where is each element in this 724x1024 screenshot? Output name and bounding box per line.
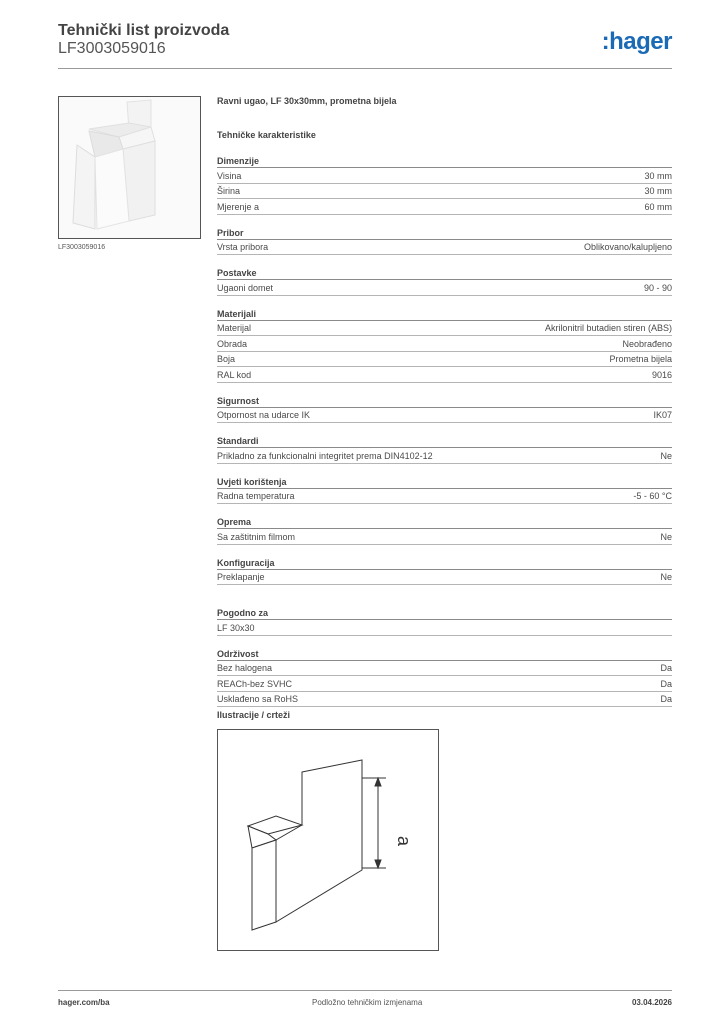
spec-group (217, 308, 672, 383)
spec-label: LF 30x30 (217, 622, 255, 633)
spec-group (217, 557, 672, 586)
logo-text: hager (609, 28, 672, 55)
spec-value: Da (660, 663, 672, 673)
spec-row (217, 184, 672, 200)
spec-value: Neobrađeno (622, 338, 672, 349)
spec-value: Ne (660, 450, 672, 461)
spec-group (217, 607, 672, 636)
spec-value: Da (660, 678, 672, 689)
spec-group-title: Postavke (217, 267, 672, 280)
spec-row (217, 321, 672, 337)
spec-group-title: Standardi (217, 435, 672, 448)
spec-value: -5 - 60 °C (633, 491, 672, 501)
spec-group (217, 267, 672, 296)
spec-label: REACh-bez SVHC (217, 678, 293, 689)
spec-row (217, 448, 672, 464)
header-divider (58, 68, 672, 69)
spec-row (217, 408, 672, 424)
spec-group (217, 227, 672, 256)
spec-value: 9016 (651, 369, 672, 380)
spec-label: Obrada (217, 338, 248, 349)
spec-group-title: Konfiguracija (217, 557, 672, 570)
document-header (58, 20, 672, 70)
spec-label: Vrsta pribora (217, 242, 269, 252)
spec-value: 60 mm (644, 201, 672, 212)
spec-group-title: Uvjeti korištenja (217, 476, 672, 489)
spec-group-title: Sigurnost (217, 395, 672, 408)
technical-drawing (217, 729, 439, 951)
spec-value: 90 - 90 (643, 282, 672, 293)
spec-row (217, 661, 672, 677)
product-image (58, 96, 201, 239)
logo-prefix: : (601, 28, 610, 55)
spec-row (217, 336, 672, 352)
spec-row (217, 280, 672, 296)
spec-value: Oblikovano/kalupljeno (583, 242, 672, 252)
spec-value: Ne (660, 531, 672, 542)
spec-group (217, 395, 672, 424)
spec-value: Akrilonitril butadien stiren (ABS) (544, 323, 672, 333)
spec-row (217, 692, 672, 708)
spec-label: Ugaoni domet (217, 282, 274, 293)
spec-row (217, 676, 672, 692)
spec-row (217, 529, 672, 545)
spec-row (217, 352, 672, 368)
spec-group (217, 155, 672, 215)
spec-label: Bez halogena (217, 663, 273, 673)
spec-value: Da (660, 694, 672, 704)
spec-label: Preklapanje (217, 572, 265, 582)
spec-label: Mjerenje a (217, 201, 260, 212)
product-photo-illustration (59, 97, 200, 238)
specification-section (217, 96, 672, 707)
spec-value: 30 mm (644, 170, 672, 181)
spec-label: Radna temperatura (217, 491, 295, 501)
footer-notice: Podložno tehničkim izmjenama (312, 998, 423, 1007)
spec-row (217, 168, 672, 184)
spec-label: Boja (217, 354, 236, 364)
spec-row (217, 240, 672, 256)
footer-website[interactable]: hager.com/ba (58, 998, 110, 1007)
spec-row (217, 620, 672, 636)
footer-divider (58, 990, 672, 991)
spec-group-title: Dimenzije (217, 155, 672, 168)
spec-label: Sa zaštitnim filmom (217, 531, 296, 542)
spec-row (217, 489, 672, 505)
spec-groups (217, 155, 672, 707)
product-name: Ravni ugao, LF 30x30mm, prometna bijela (217, 96, 397, 106)
spec-group-title: Oprema (217, 516, 672, 529)
document-title: Tehnički list proizvoda (58, 22, 230, 39)
spec-group-title: Održivost (217, 648, 672, 661)
spec-group-title: Materijali (217, 308, 672, 321)
spec-label: Materijal (217, 323, 252, 333)
spec-label: RAL kod (217, 369, 252, 380)
spec-group (217, 516, 672, 545)
spec-label: Širina (217, 186, 241, 196)
spec-label: Visina (217, 170, 242, 181)
spec-label: Prikladno za funkcionalni integritet prema DIN4102-12 (217, 450, 433, 461)
spec-label: Usklađeno sa RoHS (217, 694, 299, 704)
specs-heading: Tehničke karakteristike (217, 130, 316, 140)
spec-group-title: Pribor (217, 227, 672, 240)
spec-value: IK07 (653, 410, 672, 420)
illustrations-title: Ilustracije / crteži (217, 710, 291, 720)
hager-logo (602, 28, 672, 56)
image-caption: LF3003059016 (58, 244, 106, 251)
spec-value: 30 mm (644, 186, 672, 196)
dimension-label-a: a (394, 836, 414, 847)
footer-date: 03.04.2026 (631, 998, 672, 1007)
spec-value: Prometna bijela (609, 354, 672, 364)
spec-label: Otpornost na udarce IK (217, 410, 311, 420)
spec-group-title: Pogodno za (217, 607, 672, 620)
spec-group (217, 648, 672, 708)
spec-row (217, 570, 672, 586)
spec-row (217, 199, 672, 215)
product-code: LF3003059016 (58, 40, 166, 57)
spec-group (217, 476, 672, 505)
spec-row (217, 367, 672, 383)
spec-group (217, 435, 672, 464)
spec-value: Ne (660, 572, 672, 582)
dimension-drawing (218, 730, 438, 950)
